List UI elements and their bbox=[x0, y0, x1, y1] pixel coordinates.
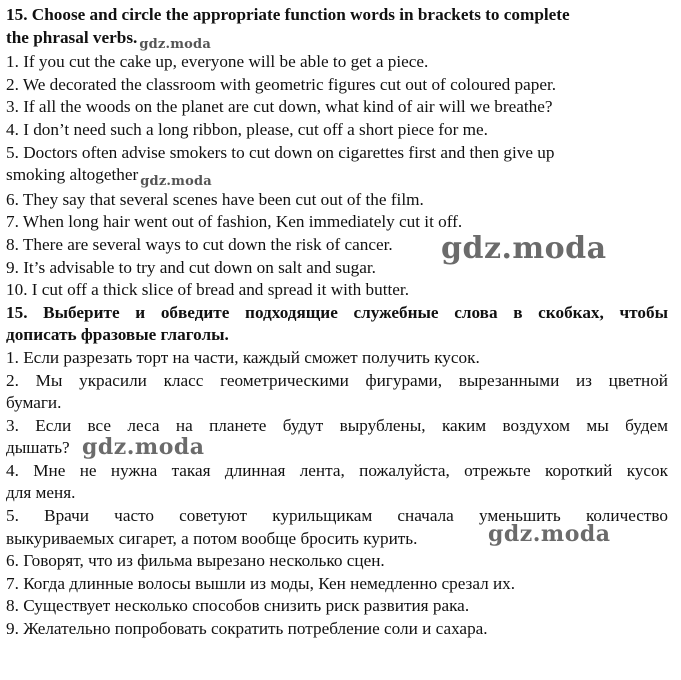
exercise-heading-ru-line2: дописать фразовые глаголы. bbox=[6, 325, 229, 345]
sentence-en-2: 2. We decorated the classroom with geometric figures cut out of coloured paper. bbox=[6, 74, 557, 94]
sentence-ru-9: 9. Желательно попробовать сократить потребление соли и сахара. bbox=[6, 619, 488, 639]
exercise-heading-en-cont bbox=[6, 27, 668, 52]
sentence-ru-5: 5. Врачи часто советуют курильщикам сначала уменьшить количество bbox=[6, 506, 668, 526]
watermark-small: gdz.moda bbox=[139, 36, 211, 52]
sentence-en-5-cont bbox=[6, 164, 668, 189]
sentence-ru-1: 1. Если разрезать торт на части, каждый сможет получить кусок. bbox=[6, 347, 480, 367]
sentence-ru-4: 4. Мне не нужна такая длинная лента, пожалуйста, отрежьте короткий кусок bbox=[6, 460, 668, 480]
sentence-ru-3-cont: дышать? bbox=[6, 438, 70, 458]
sentence-ru-7: 7. Когда длинные волосы вышли из моды, Кен немедленно срезал их. bbox=[6, 573, 516, 593]
sentence-ru-5-cont: выкуриваемых сигарет, а потом вообще бросить курить. bbox=[6, 528, 418, 548]
sentence-en-4: 4. I don’t need such a long ribbon, please, cut off a short piece for me. bbox=[6, 119, 488, 139]
watermark-small-2: gdz.moda bbox=[140, 174, 212, 190]
exercise-heading-en: 15. Choose and circle the appropriate function words in brackets to complete bbox=[6, 5, 570, 24]
sentence-ru-6: 6. Говорят, что из фильма вырезано несколько сцен. bbox=[6, 551, 385, 571]
watermark-medium-2: gdz.moda bbox=[488, 521, 611, 547]
sentence-en-7: 7. When long hair went out of fashion, Ken immediately cut it off. bbox=[6, 212, 463, 232]
sentence-en-8: 8. There are several ways to cut down the risk of cancer. bbox=[6, 234, 393, 254]
sentence-en-5: 5. Doctors often advise smokers to cut down on cigarettes first and then give up bbox=[6, 142, 555, 162]
sentence-ru-2: 2. Мы украсили класс геометрическими фигурами, вырезанными из цветной bbox=[6, 370, 668, 390]
sentence-ru-2-cont: бумаги. bbox=[6, 393, 62, 413]
sentence-en-10: 10. I cut off a thick slice of bread and spread it with butter. bbox=[6, 280, 409, 300]
sentence-ru-4-cont: для меня. bbox=[6, 483, 76, 503]
sentence-en-1: 1. If you cut the cake up, everyone will be able to get a piece. bbox=[6, 52, 429, 72]
sentence-ru-3: 3. Если все леса на планете будут вырублены, каким воздухом мы будем bbox=[6, 415, 668, 435]
watermark-medium: gdz.moda bbox=[82, 434, 205, 460]
sentence-en-6: 6. They say that several scenes have been cut out of the film. bbox=[6, 189, 424, 209]
sentence-en-5-line2: smoking altogether bbox=[6, 165, 139, 185]
exercise-heading-ru: 15. Выберите и обведите подходящие служебные слова в скобках, чтобы bbox=[6, 302, 668, 322]
watermark-large: gdz.moda bbox=[441, 231, 607, 266]
sentence-en-9: 9. It’s advisable to try and cut down on salt and sugar. bbox=[6, 257, 376, 277]
exercise-heading-en-line2: the phrasal verbs. bbox=[6, 27, 138, 47]
sentence-ru-8: 8. Существует несколько способов снизить риск развития рака. bbox=[6, 596, 470, 616]
sentence-en-3: 3. If all the woods on the planet are cut down, what kind of air will we breathe? bbox=[6, 97, 553, 117]
